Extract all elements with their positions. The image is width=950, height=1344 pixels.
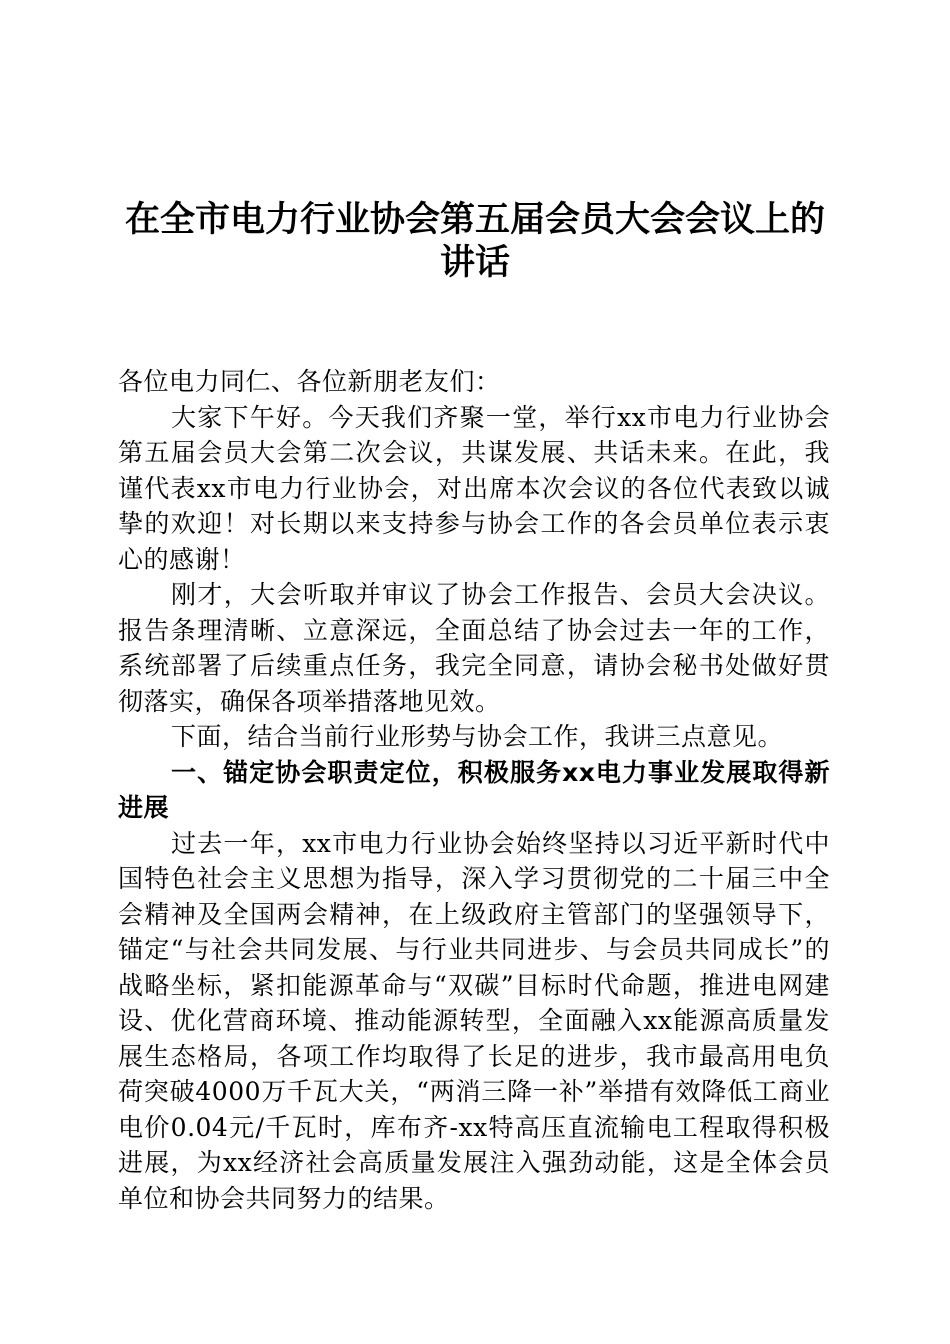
section-1-paragraph: 过去一年，xx市电力行业协会始终坚持以习近平新时代中国特色社会主义思想为指导，深入学习贯彻党的二十届三中全会精神及全国两会精神，在上级政府主管部门的坚强领导下，锚定“与社会共同发展、与行业共同进步、与会员共同成长”的战略坐标，紧扣能源革命与“双碳”目标时代命题，推进电网建设、优化营商环境、推动能源转型，全面融入xx能源高质量发展生态格局，各项工作均取得了长足的进步，我市最高用电负荷突破4000万千瓦大关，“两消三降一补”举措有效降低工商业电价0.04元/千瓦时，库布齐-xx特高压直流输电工程取得积极进展，为xx经济社会高质量发展注入强劲动能，这是全体会员单位和协会共同努力的结果。 (118, 828, 830, 1213)
section-1-heading: 一、锚定协会职责定位，积极服务xx电力事业发展取得新进展 (118, 757, 830, 822)
salutation: 各位电力同仁、各位新朋老友们： (118, 367, 501, 396)
document-body (118, 364, 830, 1216)
document-title-line-1: 在全市电力行业协会第五届会员大会会议上的 (124, 200, 825, 240)
paragraph-report-review: 刚才，大会听取并审议了协会工作报告、会员大会决议。报告条理清晰、立意深远，全面总结了协会过去一年的工作，系统部署了后续重点任务，我完全同意，请协会秘书处做好贯彻落实，确保各项举措落地见效。 (118, 580, 830, 716)
document-title-line-2: 讲话 (439, 243, 510, 283)
paragraph-greeting: 大家下午好。今天我们齐聚一堂，举行xx市电力行业协会第五届会员大会第二次会议，共谋发展、共话未来。在此，我谨代表xx市电力行业协会，对出席本次会议的各位代表致以诚挚的欢迎！对长期以来支持参与协会工作的各会员单位表示衷心的感谢！ (118, 402, 830, 574)
paragraph-three-points: 下面，结合当前行业形势与协会工作，我讲三点意见。 (171, 722, 784, 751)
